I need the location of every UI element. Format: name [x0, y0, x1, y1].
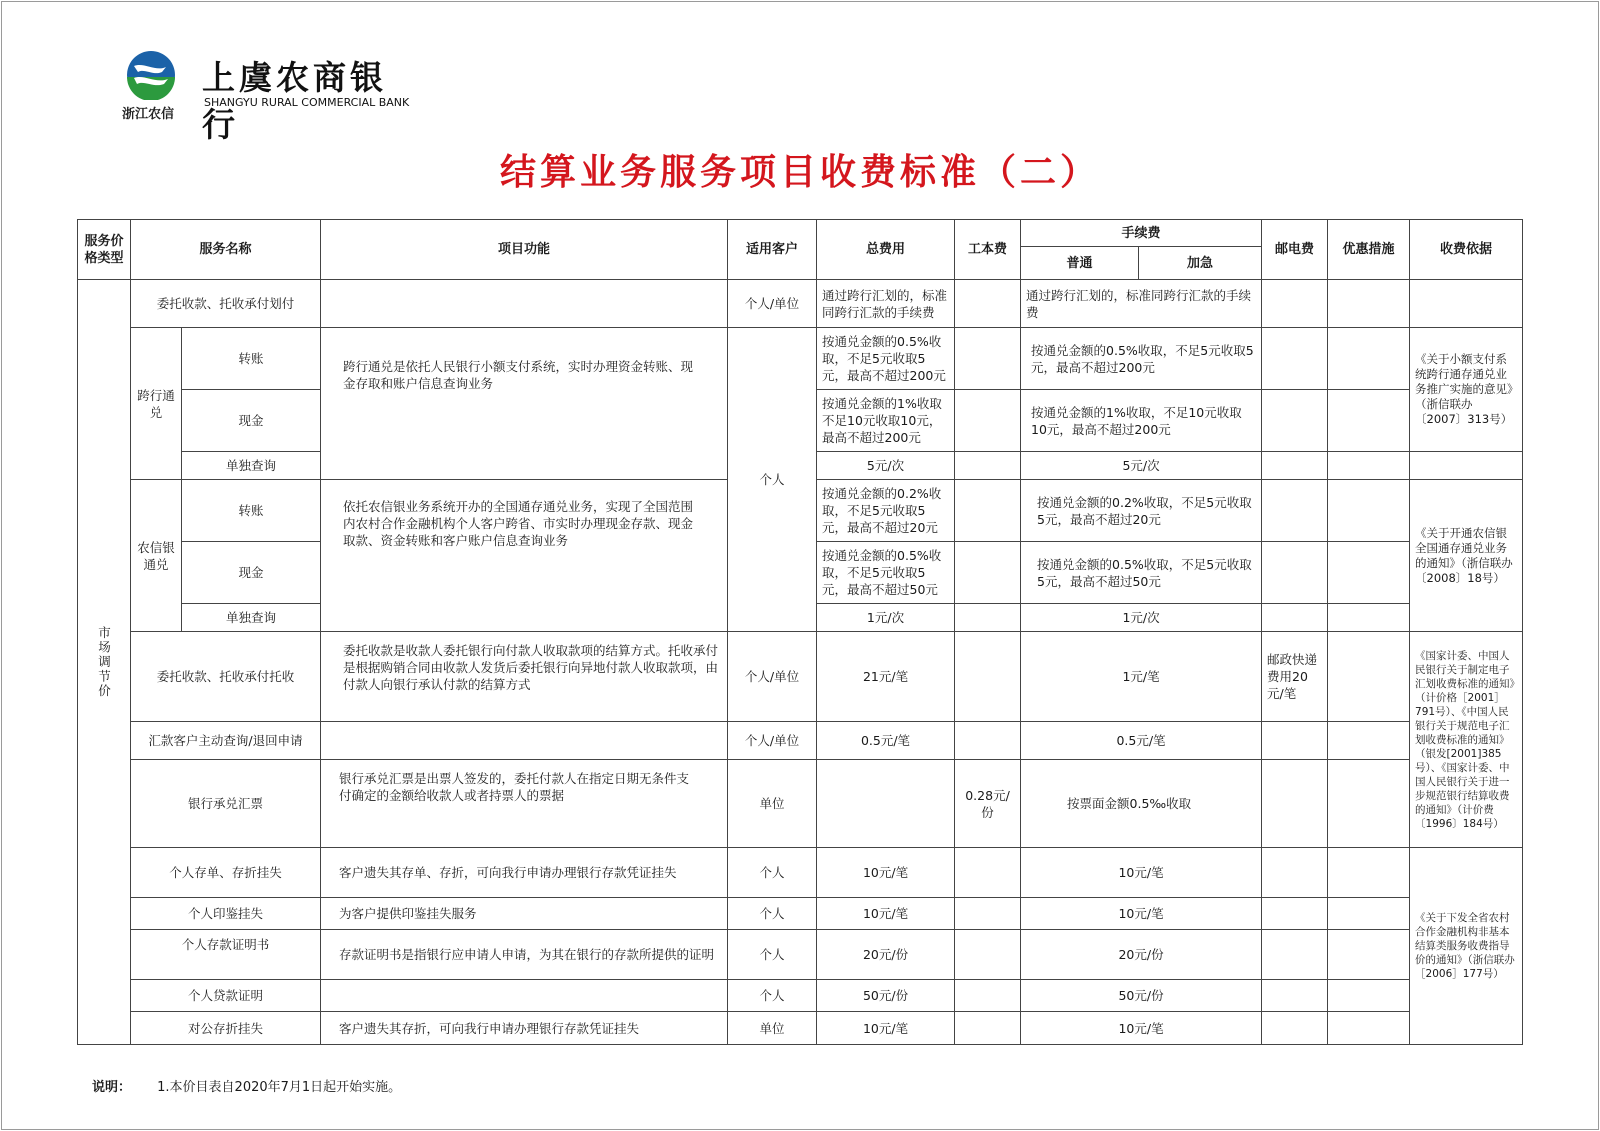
basis-cell: 《关于下发全省农村合作金融机构非基本结算类服务收费指导价的通知》（浙信联办［2006］177号）	[1410, 848, 1523, 1045]
function-cell: 依托农信银业务系统开办的全国通存通兑业务，实现了全国范围内农村合作金融机构个人客户跨省、市实时办理现金存款、现金取款、资金转账和客户账户信息查询业务	[321, 480, 728, 632]
footnote-label: 说明：	[92, 1080, 132, 1095]
discount-cell	[1328, 452, 1410, 480]
handling-fee-cell: 1元/次	[1021, 604, 1262, 632]
discount-cell	[1328, 898, 1410, 930]
cost-fee-cell	[955, 328, 1021, 390]
handling-fee-cell: 按通兑金额的0.5%收取，不足5元收取5元，最高不超过50元	[1021, 542, 1262, 604]
total-fee-cell: 0.5元/笔	[817, 722, 955, 760]
postage-cell	[1262, 980, 1328, 1012]
table-row	[78, 280, 1523, 328]
total-fee-cell: 10元/笔	[817, 1012, 955, 1045]
handling-fee-cell: 10元/笔	[1021, 898, 1262, 930]
discount-cell	[1328, 480, 1410, 542]
total-fee-cell: 按通兑金额的0.5%收取，不足5元收取5元，最高不超过50元	[817, 542, 955, 604]
function-cell	[321, 280, 728, 328]
header-discount: 优惠措施	[1328, 220, 1410, 280]
handling-fee-cell: 20元/份	[1021, 930, 1262, 980]
category-value: 市场调节价	[96, 625, 112, 699]
total-fee-cell: 10元/笔	[817, 898, 955, 930]
header-handling-urgent: 加急	[1139, 247, 1262, 280]
discount-cell	[1328, 604, 1410, 632]
total-fee-cell: 21元/笔	[817, 632, 955, 722]
postage-cell: 邮政快递费用20元/笔	[1262, 632, 1328, 722]
fee-table	[77, 219, 1523, 1045]
cost-fee-cell	[955, 542, 1021, 604]
postage-cell	[1262, 542, 1328, 604]
table-row	[78, 722, 1523, 760]
sub-service-name: 现金	[182, 390, 321, 452]
service-name: 个人印鉴挂失	[131, 898, 321, 930]
customer-cell: 个人	[728, 898, 817, 930]
postage-cell	[1262, 930, 1328, 980]
postage-cell	[1262, 604, 1328, 632]
customer-cell: 个人/单位	[728, 280, 817, 328]
cost-fee-cell	[955, 980, 1021, 1012]
function-cell: 银行承兑汇票是出票人签发的，委托付款人在指定日期无条件支付确定的金额给收款人或者持票人的票据	[321, 760, 728, 848]
cost-fee-cell	[955, 930, 1021, 980]
discount-cell	[1328, 1012, 1410, 1045]
total-fee-cell: 20元/份	[817, 930, 955, 980]
customer-cell: 个人	[728, 848, 817, 898]
total-fee-cell: 按通兑金额的1%收取不足10元收取10元，最高不超过200元	[817, 390, 955, 452]
service-name: 委托收款、托收承付划付	[131, 280, 321, 328]
cost-fee-cell	[955, 722, 1021, 760]
basis-cell	[1410, 452, 1523, 480]
customer-cell: 单位	[728, 760, 817, 848]
function-cell: 跨行通兑是依托人民银行小额支付系统，实时办理资金转账、现金存取和账户信息查询业务	[321, 328, 728, 480]
postage-cell	[1262, 722, 1328, 760]
customer-cell: 个人	[728, 980, 817, 1012]
function-cell	[321, 980, 728, 1012]
handling-fee-cell: 50元/份	[1021, 980, 1262, 1012]
handling-fee-cell: 10元/笔	[1021, 848, 1262, 898]
document-title: 结算业务服务项目收费标准（二）	[499, 151, 1100, 193]
cost-fee-cell	[955, 848, 1021, 898]
customer-cell: 个人	[728, 930, 817, 980]
postage-cell	[1262, 452, 1328, 480]
service-name: 银行承兑汇票	[131, 760, 321, 848]
discount-cell	[1328, 328, 1410, 390]
total-fee-cell	[817, 760, 955, 848]
total-fee-cell: 按通兑金额的0.5%收取，不足5元收取5元，最高不超过200元	[817, 328, 955, 390]
cost-fee-cell	[955, 604, 1021, 632]
function-cell: 客户遗失其存折，可向我行申请办理银行存款凭证挂失	[321, 1012, 728, 1045]
service-name: 个人存款证明书	[131, 930, 321, 980]
header-customer: 适用客户	[728, 220, 817, 280]
footnote	[92, 1076, 401, 1095]
header-handling-fee: 手续费	[1021, 220, 1262, 247]
group-kuahang: 跨行通兑	[131, 328, 182, 480]
handling-fee-cell: 按通兑金额的1%收取，不足10元收取10元，最高不超过200元	[1021, 390, 1262, 452]
discount-cell	[1328, 390, 1410, 452]
group-nongxin: 农信银通兑	[131, 480, 182, 632]
cost-fee-cell: 0.28元/份	[955, 760, 1021, 848]
sub-service-name: 转账	[182, 480, 321, 542]
header-handling-normal: 普通	[1021, 247, 1139, 280]
basis-cell	[1410, 280, 1523, 328]
postage-cell	[1262, 760, 1328, 848]
bank-name-en: SHANGYU RURAL COMMERCIAL BANK	[204, 96, 410, 109]
logo-subtitle: 浙江农信	[122, 107, 175, 122]
cost-fee-cell	[955, 1012, 1021, 1045]
discount-cell	[1328, 542, 1410, 604]
customer-cell: 个人	[728, 328, 817, 632]
handling-fee-cell: 10元/笔	[1021, 1012, 1262, 1045]
sub-service-name: 现金	[182, 542, 321, 604]
cost-fee-cell	[955, 632, 1021, 722]
discount-cell	[1328, 722, 1410, 760]
header-postage: 邮电费	[1262, 220, 1328, 280]
header-function: 项目功能	[321, 220, 728, 280]
category-cell	[78, 280, 131, 1045]
customer-cell: 个人/单位	[728, 722, 817, 760]
basis-cell: 《关于小额支付系统跨行通存通兑业务推广实施的意见》（浙信联办〔2007〕313号）	[1410, 328, 1523, 452]
function-cell: 为客户提供印鉴挂失服务	[321, 898, 728, 930]
header-service-name: 服务名称	[131, 220, 321, 280]
table-row	[78, 848, 1523, 898]
cost-fee-cell	[955, 390, 1021, 452]
total-fee-cell: 5元/次	[817, 452, 955, 480]
sub-service-name: 单独查询	[182, 604, 321, 632]
header-category: 服务价格类型	[78, 220, 131, 280]
header-basis: 收费依据	[1410, 220, 1523, 280]
function-cell	[321, 722, 728, 760]
header-total-fee: 总费用	[817, 220, 955, 280]
table-row	[78, 328, 1523, 390]
postage-cell	[1262, 1012, 1328, 1045]
total-fee-cell: 10元/笔	[817, 848, 955, 898]
table-row	[78, 1012, 1523, 1045]
service-name: 个人存单、存折挂失	[131, 848, 321, 898]
discount-cell	[1328, 930, 1410, 980]
total-fee-cell: 1元/次	[817, 604, 955, 632]
handling-fee-cell: 按通兑金额的0.2%收取，不足5元收取5元，最高不超过20元	[1021, 480, 1262, 542]
discount-cell	[1328, 760, 1410, 848]
handling-fee-cell: 按通兑金额的0.5%收取，不足5元收取5元，最高不超过200元	[1021, 328, 1262, 390]
handling-fee-cell: 5元/次	[1021, 452, 1262, 480]
total-fee-cell: 50元/份	[817, 980, 955, 1012]
cost-fee-cell	[955, 898, 1021, 930]
postage-cell	[1262, 328, 1328, 390]
discount-cell	[1328, 632, 1410, 722]
service-name: 委托收款、托收承付托收	[131, 632, 321, 722]
cost-fee-cell	[955, 452, 1021, 480]
discount-cell	[1328, 280, 1410, 328]
cost-fee-cell	[955, 280, 1021, 328]
bank-logo	[122, 46, 422, 144]
total-fee-cell: 按通兑金额的0.2%收取，不足5元收取5元，最高不超过20元	[817, 480, 955, 542]
handling-fee-cell: 0.5元/笔	[1021, 722, 1262, 760]
handling-fee-cell: 按票面金额0.5‰收取	[1021, 760, 1262, 848]
total-fee-cell: 通过跨行汇划的，标准同跨行汇款的手续费	[817, 280, 955, 328]
postage-cell	[1262, 390, 1328, 452]
service-name: 个人贷款证明	[131, 980, 321, 1012]
basis-cell: 《国家计委、中国人民银行关于制定电子汇划收费标准的通知》（计价格［2001］791号）、《中国人民银行关于规范电子汇划收费标准的通知》（银发[2001]385号）、《国家计委、中国人民银行关于进一步规范银行结算收费的通知》（计价费〔1996〕184号）	[1410, 632, 1523, 848]
footnote-text: 1.本价目表自2020年7月1日起开始实施。	[157, 1080, 402, 1095]
customer-cell: 单位	[728, 1012, 817, 1045]
discount-cell	[1328, 980, 1410, 1012]
function-cell: 委托收款是收款人委托银行向付款人收取款项的结算方式。托收承付是根据购销合同由收款人发货后委托银行向异地付款人收取款项，由付款人向银行承认付款的结算方式	[321, 632, 728, 722]
postage-cell	[1262, 898, 1328, 930]
table-row	[78, 898, 1523, 930]
table-row	[78, 930, 1523, 980]
service-name: 汇款客户主动查询/退回申请	[131, 722, 321, 760]
bank-name-cn: 上虞农商银行	[202, 58, 387, 144]
handling-fee-cell: 通过跨行汇划的，标准同跨行汇款的手续费	[1021, 280, 1262, 328]
cost-fee-cell	[955, 480, 1021, 542]
sub-service-name: 单独查询	[182, 452, 321, 480]
header-cost-fee: 工本费	[955, 220, 1021, 280]
postage-cell	[1262, 480, 1328, 542]
table-row	[78, 980, 1523, 1012]
postage-cell	[1262, 280, 1328, 328]
table-row	[78, 760, 1523, 848]
function-cell: 客户遗失其存单、存折，可向我行申请办理银行存款凭证挂失	[321, 848, 728, 898]
table-row	[78, 632, 1523, 722]
sub-service-name: 转账	[182, 328, 321, 390]
handling-fee-cell: 1元/笔	[1021, 632, 1262, 722]
customer-cell: 个人/单位	[728, 632, 817, 722]
service-name: 对公存折挂失	[131, 1012, 321, 1045]
discount-cell	[1328, 848, 1410, 898]
logo-mark-icon	[126, 50, 176, 100]
basis-cell: 《关于开通农信银全国通存通兑业务的通知》（浙信联办〔2008〕18号）	[1410, 480, 1523, 632]
postage-cell	[1262, 848, 1328, 898]
function-cell: 存款证明书是指银行应申请人申请，为其在银行的存款所提供的证明	[321, 930, 728, 980]
